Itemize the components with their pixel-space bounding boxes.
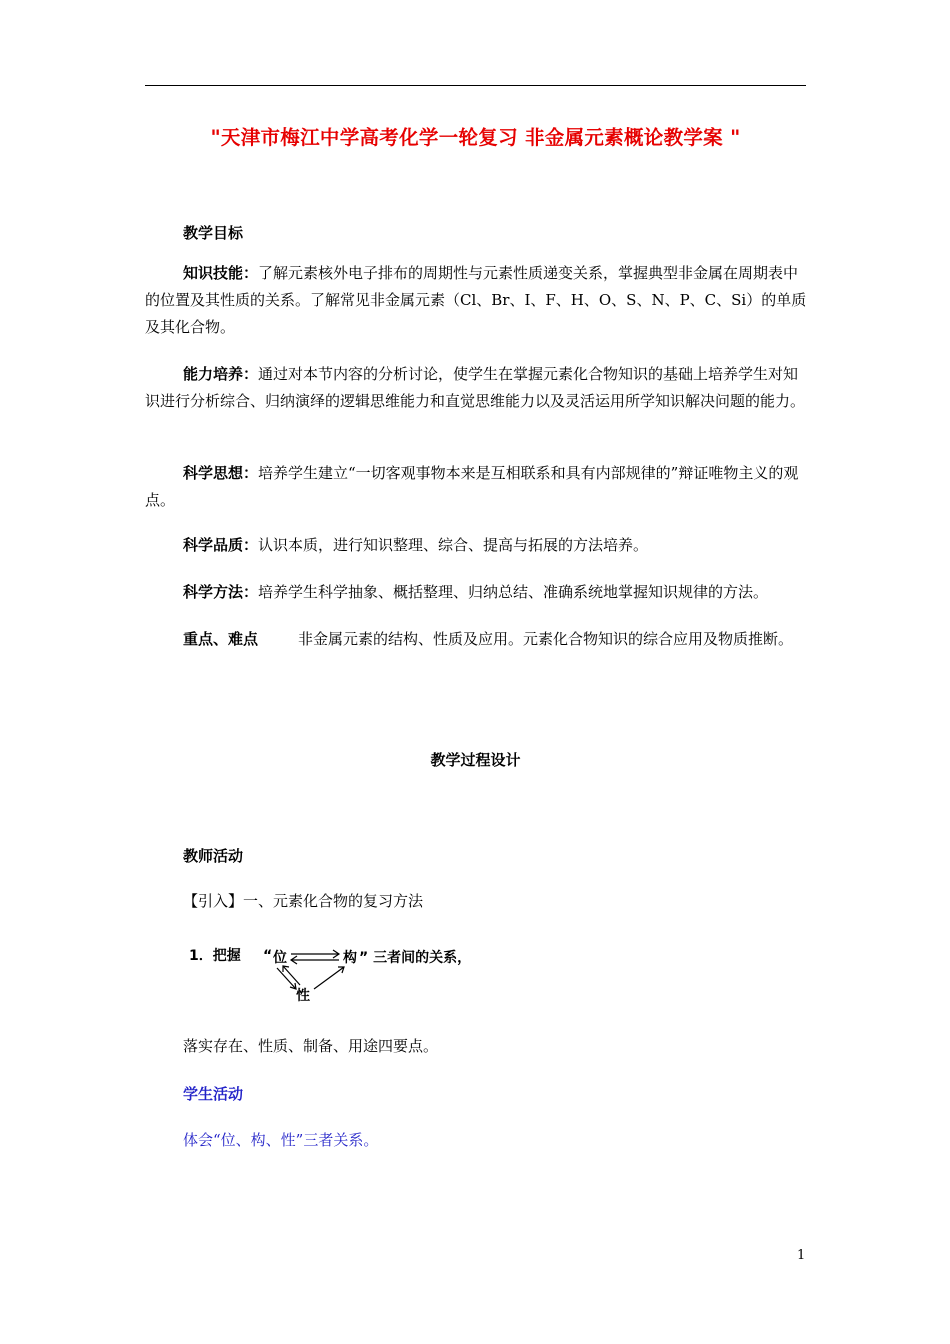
four-points-line: 落实存在、性质、制备、用途四要点。	[183, 1037, 439, 1055]
page-number: 1	[797, 1248, 806, 1263]
arrow-xing-to-wei	[283, 966, 300, 985]
document-title: "天津市梅江中学高考化学一轮复习 非金属元素概论教学案 "	[210, 126, 741, 149]
goal-label: 科学方法：	[183, 583, 259, 601]
goal-label: 能力培养：	[183, 365, 259, 383]
teacher-heading: 教师活动	[183, 847, 244, 865]
goal-label: 科学品质：	[183, 536, 259, 554]
diagram-xing: 性	[296, 988, 310, 1004]
goal-method	[145, 579, 807, 606]
student-heading: 学生活动	[183, 1085, 244, 1103]
process-heading: 教学过程设计	[430, 751, 521, 769]
header-rule	[145, 85, 806, 86]
goal-text: 通过对本节内容的分析讨论，使学生在掌握元素化合物知识的基础上培养学生对知识进行分析综合、归纳演绎的逻辑思维能力和直觉思维能力以及灵活运用所学知识解决问题的能力。	[145, 365, 806, 410]
goal-ability	[145, 361, 807, 415]
arrow-xing-gou	[314, 967, 344, 989]
goal-text: 培养学生科学抽象、概括整理、归纳总结、准确系统地掌握知识规律的方法。	[258, 583, 769, 601]
goals-heading: 教学目标	[183, 224, 244, 242]
diagram-wei: 位	[273, 950, 287, 966]
goal-knowledge	[145, 260, 807, 341]
intro-line: 【引入】一、元素化合物的复习方法	[183, 892, 424, 910]
diagram-prefix: 1．把握	[189, 948, 241, 964]
goal-text: 了解元素核外电子排布的周期性与元素性质递变关系，掌握典型非金属在周期表中的位置及其性质的关系。了解常见非金属元素（Cl、Br、I、F、H、O、S、N、P、C、Si）的单质及其化合物。	[145, 264, 807, 336]
goal-quality	[145, 532, 807, 559]
goal-text: 认识本质，进行知识整理、综合、提高与拓展的方法培养。	[258, 536, 649, 554]
diagram-suffix: ” 三者间的关系，	[359, 950, 472, 966]
goal-text: 非金属元素的结构、性质及应用。元素化合物知识的综合应用及物质推断。	[298, 630, 794, 648]
diagram-gou: 构	[343, 950, 357, 966]
diagram-arrows	[277, 950, 344, 989]
wei-gou-xing-diagram	[183, 940, 503, 1010]
diagram-open-quote: “	[263, 948, 273, 964]
goal-label: 知识技能：	[183, 264, 259, 282]
goal-text: 培养学生建立“一切客观事物本来是互相联系和具有内部规律的”辩证唯物主义的观点。	[145, 464, 799, 509]
arrow-wei-to-xing	[277, 968, 296, 989]
student-activity-text: 体会“位、构、性”三者关系。	[183, 1131, 379, 1149]
goal-thought	[145, 460, 807, 514]
goal-label: 科学思想：	[183, 464, 259, 482]
goal-label: 重点、难点	[183, 630, 259, 648]
goal-keypoints	[145, 626, 807, 653]
